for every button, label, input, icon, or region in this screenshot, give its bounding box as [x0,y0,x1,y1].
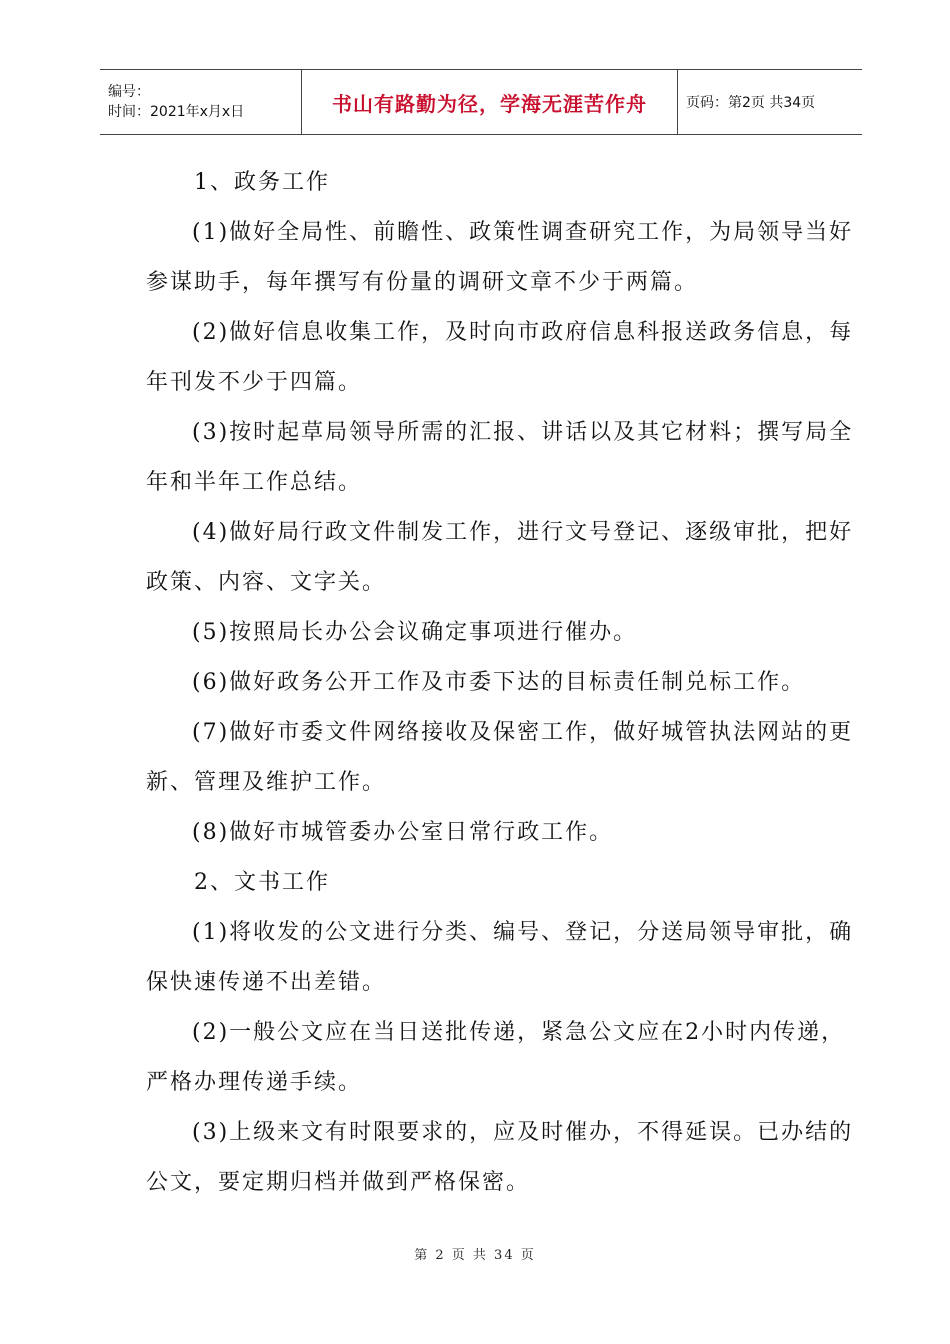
paragraph: (2)一般公文应在当日送批传递，紧急公文应在2小时内传递，严格办理传递手续。 [146,1020,846,1095]
header-meta [100,70,302,134]
header-motto [302,70,678,134]
paragraph: (3)上级来文有时限要求的，应及时催办，不得延误。已办结的公文，要定期归档并做到严格保密。 [146,1120,854,1195]
paragraph: (1)做好全局性、前瞻性、政策性调查研究工作，为局领导当好参谋助手，每年撰写有份量的调研文章不少于两篇。 [146,220,854,295]
paragraph: (6)做好政务公开工作及市委下达的目标责任制兑标工作。 [192,670,806,695]
document-body [146,158,866,1208]
paragraph: (8)做好市城管委办公室日常行政工作。 [192,820,614,845]
header-page-info [678,70,862,134]
page-info-text: 页码：第2页 共34页 [686,95,816,111]
paragraph: (2)做好信息收集工作，及时向市政府信息科报送政务信息，每年刊发不少于四篇。 [146,320,854,395]
document-time-label: 时间：2021年x月x日 [108,104,245,120]
paragraph: (7)做好市委文件网络接收及保密工作，做好城管执法网站的更新、管理及维护工作。 [146,720,854,795]
page-header [100,69,862,135]
motto-text: 书山有路勤为径，学海无涯苦作舟 [332,91,647,116]
section-heading: 2、文书工作 [194,870,330,895]
paragraph: (3)按时起草局领导所需的汇报、讲话以及其它材料；撰写局全年和半年工作总结。 [146,420,854,495]
section-heading: 1、政务工作 [194,170,330,195]
paragraph: (5)按照局长办公会议确定事项进行催办。 [192,620,638,645]
page-footer: 第 2 页 共 34 页 [414,1248,536,1263]
paragraph: (1)将收发的公文进行分类、编号、登记，分送局领导审批，确保快速传递不出差错。 [146,920,854,995]
paragraph: (4)做好局行政文件制发工作，进行文号登记、逐级审批，把好政策、内容、文字关。 [146,520,854,595]
document-number-label: 编号： [108,84,150,100]
